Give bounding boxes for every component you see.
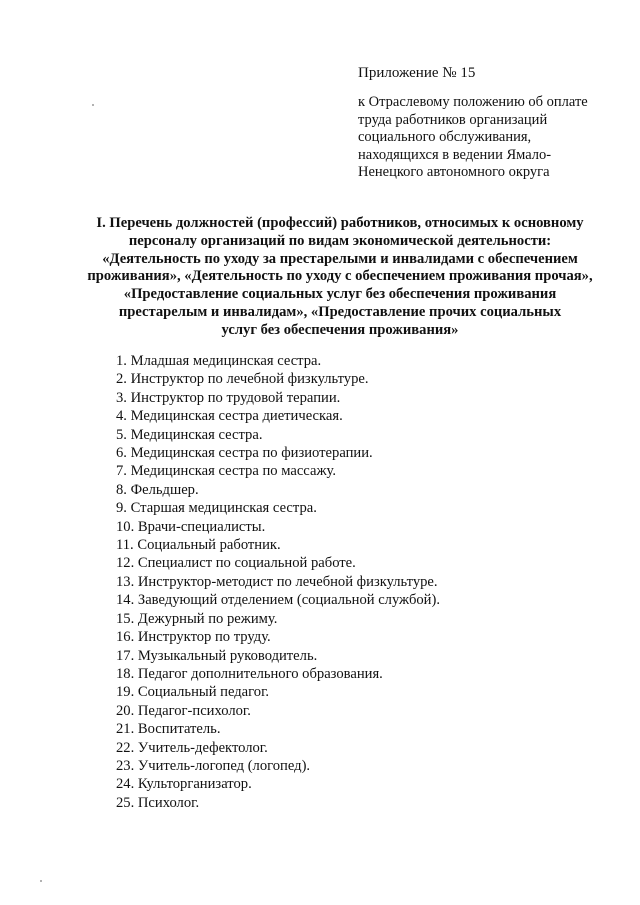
- list-item: 13. Инструктор-методист по лечебной физкультуре.: [116, 573, 438, 590]
- scan-speck: [92, 104, 94, 106]
- section-heading: [60, 215, 620, 340]
- heading-line: проживания», «Деятельность по уходу с обеспечением проживания прочая»,: [87, 268, 593, 285]
- list-item: 24. Культорганизатор.: [116, 776, 252, 793]
- list-item: 23. Учитель-логопед (логопед).: [116, 757, 311, 774]
- appendix-reference-line: социального обслуживания,: [358, 129, 532, 145]
- appendix-reference: [358, 94, 628, 182]
- heading-line: престарелым и инвалидам», «Предоставление прочих социальных: [118, 303, 562, 320]
- list-item: 9. Старшая медицинская сестра.: [116, 500, 317, 517]
- appendix-reference-line: к Отраслевому положению об оплате: [358, 94, 588, 110]
- list-item: 8. Фельдшер.: [116, 481, 199, 498]
- positions-list: [116, 352, 596, 812]
- list-item: 5. Медицинская сестра.: [116, 426, 263, 443]
- list-item: 14. Заведующий отделением (социальной службой).: [116, 592, 440, 609]
- scan-speck: [40, 880, 42, 882]
- appendix-block: [358, 64, 628, 182]
- heading-line: персоналу организаций по видам экономической деятельности:: [128, 232, 552, 249]
- list-item: 2. Инструктор по лечебной физкультуре.: [116, 371, 369, 388]
- list-item: 25. Психолог.: [116, 794, 200, 811]
- list-item: 22. Учитель-дефектолог.: [116, 739, 268, 756]
- heading-line: «Предоставление социальных услуг без обеспечения проживания: [123, 286, 557, 303]
- list-item: 18. Педагог дополнительного образования.: [116, 665, 383, 682]
- heading-line: услуг без обеспечения проживания»: [221, 321, 459, 338]
- list-item: 16. Инструктор по труду.: [116, 629, 271, 646]
- list-item: 4. Медицинская сестра диетическая.: [116, 408, 343, 425]
- list-item: 15. Дежурный по режиму.: [116, 610, 278, 627]
- list-item: 7. Медицинская сестра по массажу.: [116, 463, 337, 480]
- list-item: 12. Специалист по социальной работе.: [116, 555, 356, 572]
- appendix-number: Приложение № 15: [358, 65, 476, 81]
- list-item: 19. Социальный педагог.: [116, 684, 270, 701]
- heading-line: «Деятельность по уходу за престарелыми и инвалидами с обеспечением: [102, 250, 578, 267]
- heading-line: I. Перечень должностей (профессий) работников, относимых к основному: [96, 215, 584, 231]
- list-item: 6. Медицинская сестра по физиотерапии.: [116, 445, 373, 462]
- appendix-reference-line: Ненецкого автономного округа: [358, 164, 550, 180]
- list-item: 3. Инструктор по трудовой терапии.: [116, 389, 341, 406]
- appendix-reference-line: находящихся в ведении Ямало-: [358, 146, 552, 163]
- list-item: 11. Социальный работник.: [116, 537, 281, 554]
- list-item: 21. Воспитатель.: [116, 721, 221, 738]
- list-item: 1. Младшая медицинская сестра.: [116, 353, 322, 369]
- list-item: 17. Музыкальный руководитель.: [116, 647, 318, 664]
- list-item: 10. Врачи-специалисты.: [116, 518, 266, 535]
- list-item: 20. Педагог-психолог.: [116, 702, 251, 719]
- appendix-reference-line: труда работников организаций: [358, 111, 548, 128]
